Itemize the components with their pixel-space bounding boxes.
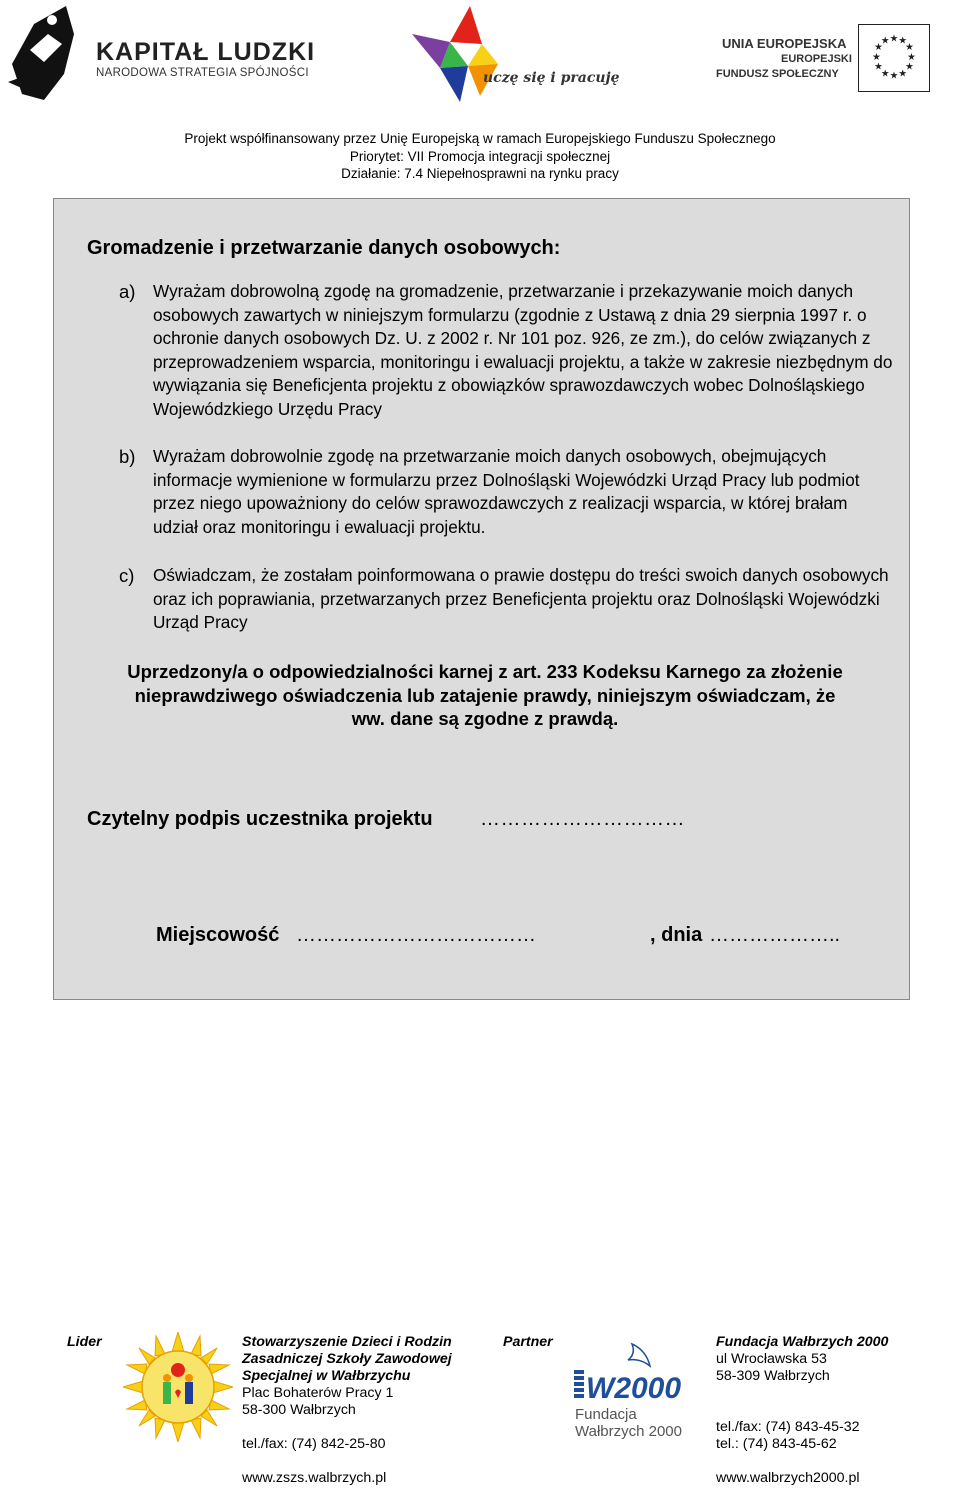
signature-label: Czytelny podpis uczestnika projektu	[87, 808, 433, 830]
svg-text:★: ★	[874, 42, 883, 54]
svg-text:★: ★	[889, 70, 899, 82]
place-field[interactable]: ………………………………	[296, 924, 536, 946]
lider-address-2: 58-300 Wałbrzych	[242, 1402, 356, 1418]
item-label: a)	[119, 281, 136, 302]
svg-text:★: ★	[874, 61, 883, 73]
lider-name-1: Stowarzyszenie Dzieci i Rodzin	[242, 1334, 452, 1350]
kapital-ludzki-emblem-icon	[8, 6, 74, 100]
project-info	[0, 130, 960, 183]
consent-heading: Gromadzenie i przetwarzanie danych osobowych:	[87, 237, 561, 259]
partner-name: Fundacja Wałbrzych 2000	[716, 1334, 889, 1350]
svg-text:★: ★	[905, 42, 914, 54]
svg-text:★: ★	[898, 68, 908, 80]
svg-text:★: ★	[898, 35, 908, 47]
partner-website[interactable]: www.walbrzych2000.pl	[716, 1470, 860, 1486]
eu-name-line1: UNIA EUROPEJSKA	[722, 36, 847, 51]
project-line-3: Działanie: 7.4 Niepełnosprawni na rynku pracy	[341, 166, 619, 181]
lider-sun-logo-icon	[123, 1332, 233, 1442]
ucze-sie-slogan: uczę się i pracuję	[483, 70, 620, 86]
item-label: c)	[119, 565, 135, 586]
eu-flag-icon	[858, 24, 930, 92]
lider-address-1: Plac Bohaterów Pracy 1	[242, 1385, 394, 1401]
item-text: Wyrażam dobrowolną zgodę na gromadzenie, przetwarzanie i przekazywanie moich danych osobowych zawartych w niniejszym formularzu (zgodnie z Ustawą z dnia 29 sierpnia 1997 r. o ochronie danych osobowych Dz. U. z 2002 r. Nr 101 poz. 926, ze zm.), do celów związanych z przeprowadzeniem wsparcia, monitoringu i ewaluacji projektu, a także w zakresie niezbędnym do wywiązania się Beneficjenta projektu z obowiązków sprawozdawczych wobec Dolnośląskiego Wojewódzkiego Urzędu Pracy	[153, 281, 893, 419]
item-text: Oświadczam, że zostałam poinformowana o prawie dostępu do treści swoich danych osobowych oraz ich poprawiania, przetwarzanych przez Beneficjenta projektu oraz Dolnośląski Wojewódzki Urząd Pracy	[153, 565, 889, 632]
lider-name-3: Specjalnej w Wałbrzychu	[242, 1368, 411, 1384]
svg-text:★: ★	[880, 35, 890, 47]
project-line-1: Projekt współfinansowany przez Unię Europejską w ramach Europejskiego Funduszu Społecznego	[184, 131, 776, 146]
item-text: Wyrażam dobrowolnie zgodę na przetwarzanie moich danych osobowych, obejmujących informacje wymienione w formularzu przez Dolnośląski Wojewódzki Urząd Pracy lub podmiot przez niego upoważniony do celów sprawozdawczych z realizacji wsparcia, w której brałam udział oraz monitoringu i ewaluacji projektu.	[153, 446, 860, 537]
svg-text:★: ★	[907, 51, 916, 63]
partner-address-2: 58-309 Wałbrzych	[716, 1368, 830, 1384]
item-label: b)	[119, 446, 136, 467]
eu-name-line3: FUNDUSZ SPOŁECZNY	[716, 68, 839, 80]
kapital-ludzki-subtitle: NARODOWA STRATEGIA SPÓJNOŚCI	[96, 67, 309, 79]
partner-address-1: ul Wrocławska 53	[716, 1351, 827, 1367]
lider-label: Lider	[67, 1334, 102, 1350]
date-label: , dnia	[650, 924, 703, 946]
svg-text:W2000: W2000	[586, 1372, 682, 1405]
place-label: Miejscowość	[156, 924, 280, 946]
svg-text:★: ★	[880, 68, 890, 80]
svg-text:★: ★	[889, 33, 899, 45]
partner-phone-1: tel./fax: (74) 843-45-32	[716, 1419, 860, 1435]
project-line-2: Priorytet: VII Promocja integracji społecznej	[349, 148, 611, 164]
lider-website[interactable]: www.zszs.walbrzych.pl	[242, 1470, 387, 1486]
lider-phone: tel./fax: (74) 842-25-80	[242, 1436, 386, 1452]
svg-text:★: ★	[905, 61, 914, 73]
partner-logo-line2: Wałbrzych 2000	[575, 1423, 682, 1440]
legal-warning: Uprzedzony/a o odpowiedzialności karnej z art. 233 Kodeksu Karnego za złożenie nieprawdziwego oświadczenia lub zatajenie prawdy, niniejszym oświadczam, że ww. dane są zgodne z prawdą.	[127, 661, 843, 729]
partner-logo-line1: Fundacja	[575, 1406, 637, 1423]
kapital-ludzki-title: KAPITAŁ LUDZKI	[96, 38, 316, 66]
signature-field[interactable]: …………………………	[480, 808, 685, 830]
partner-phone-2: tel.: (74) 843-45-62	[716, 1436, 837, 1452]
star-logo-icon	[410, 4, 500, 104]
svg-text:★: ★	[872, 51, 881, 63]
lider-name-2: Zasadniczej Szkoły Zawodowej	[242, 1351, 452, 1367]
eu-name-line2: EUROPEJSKI	[781, 53, 852, 65]
date-field[interactable]: ………………..	[709, 924, 841, 946]
partner-label: Partner	[503, 1334, 553, 1350]
